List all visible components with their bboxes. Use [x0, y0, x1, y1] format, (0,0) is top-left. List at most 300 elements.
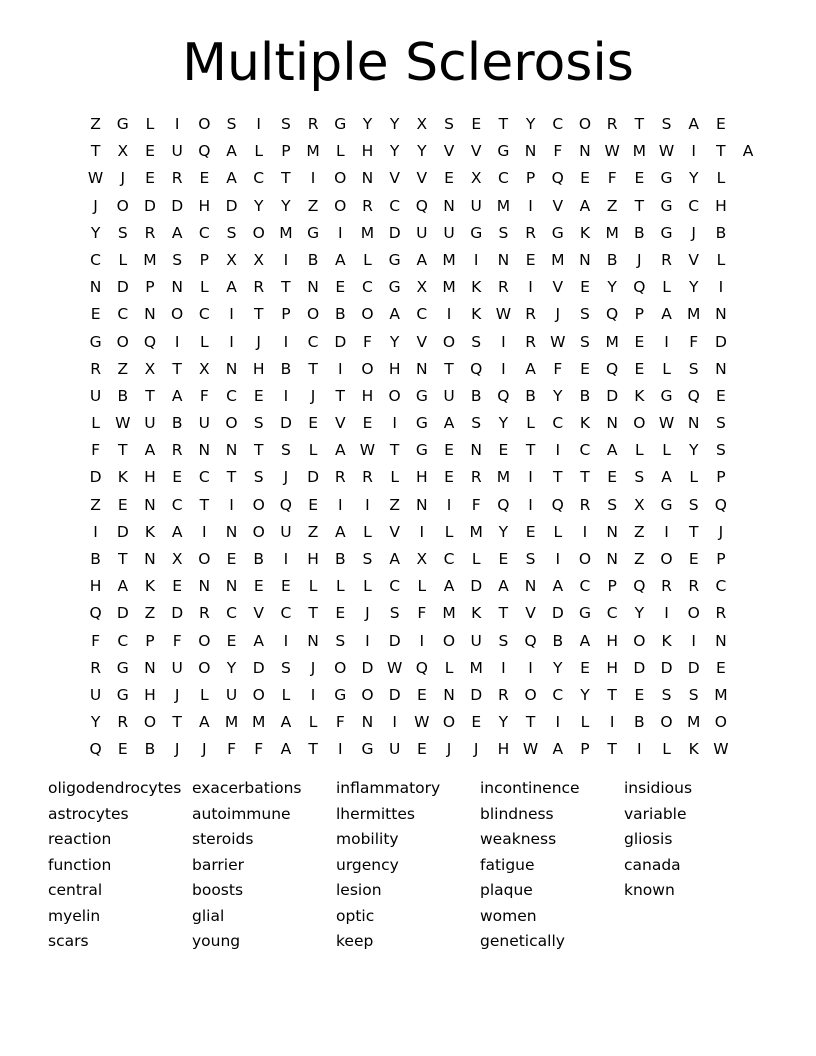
- grid-row: [82, 410, 762, 437]
- grid-letter: I: [337, 359, 343, 378]
- grid-letter: A: [171, 223, 183, 242]
- grid-letter: T: [688, 522, 699, 541]
- grid-letter: T: [607, 740, 617, 759]
- grid-letter: L: [444, 522, 454, 541]
- page-title: Multiple Sclerosis: [182, 33, 634, 93]
- grid-letter: K: [579, 223, 591, 242]
- grid-letter: I: [501, 658, 506, 677]
- grid-letter: P: [281, 142, 291, 161]
- grid-letter: L: [335, 142, 345, 161]
- grid-letter: I: [283, 250, 289, 269]
- grid-letter: I: [283, 631, 289, 650]
- grid-letter: Y: [688, 278, 699, 297]
- grid-letter: L: [662, 359, 671, 378]
- grid-letter: S: [172, 250, 183, 269]
- grid-letter: C: [253, 169, 265, 188]
- grid-letter: U: [198, 414, 211, 433]
- grid-letter: T: [145, 386, 155, 405]
- grid-letter: Y: [498, 713, 509, 732]
- grid-letter: Z: [634, 550, 645, 568]
- grid-letter: X: [144, 359, 156, 378]
- grid-letter: P: [199, 250, 210, 269]
- grid-letter: B: [579, 386, 591, 405]
- grid-letter: R: [171, 169, 183, 188]
- grid-letter: R: [307, 115, 319, 133]
- grid-letter: L: [363, 522, 372, 541]
- grid-letter: L: [444, 658, 454, 677]
- grid-letter: X: [199, 359, 210, 378]
- grid-letter: N: [687, 414, 700, 433]
- grid-letter: Y: [389, 142, 400, 161]
- grid-letter: W: [386, 658, 403, 677]
- grid-letter: J: [365, 604, 370, 623]
- grid-letter: Y: [389, 115, 400, 133]
- grid-letter: T: [199, 495, 210, 514]
- grid-letter: F: [199, 386, 209, 405]
- grid-letter: J: [283, 468, 289, 487]
- grid-letter: M: [496, 196, 511, 215]
- grid-letter: S: [607, 495, 618, 514]
- grid-letter: T: [226, 468, 237, 487]
- grid-letter: Y: [634, 604, 645, 623]
- grid-letter: L: [689, 468, 699, 487]
- grid-letter: K: [634, 386, 645, 405]
- grid-row: [82, 573, 762, 600]
- grid-letter: E: [498, 441, 509, 460]
- grid-letter: E: [362, 414, 373, 433]
- grid-letter: X: [416, 278, 428, 297]
- grid-letter: M: [224, 713, 239, 732]
- grid-letter: Q: [606, 305, 619, 324]
- grid-letter: A: [443, 577, 455, 596]
- grid-letter: C: [579, 577, 591, 596]
- grid-letter: N: [524, 577, 537, 596]
- grid-letter: N: [198, 577, 211, 596]
- word-list-item: central: [48, 881, 103, 899]
- grid-letter: I: [691, 142, 696, 161]
- word-list-item: autoimmune: [192, 804, 291, 823]
- grid-letter: D: [606, 386, 619, 405]
- grid-letter: B: [280, 359, 292, 378]
- grid-letter: I: [392, 414, 397, 433]
- grid-letter: N: [144, 550, 156, 568]
- grid-letter: M: [632, 142, 647, 161]
- grid-letter: N: [361, 713, 374, 732]
- grid-letter: U: [171, 142, 183, 161]
- grid-letter: G: [361, 740, 374, 759]
- grid-letter: Y: [281, 196, 291, 215]
- grid-letter: W: [495, 305, 512, 324]
- grid-letter: U: [280, 522, 292, 541]
- grid-letter: S: [715, 414, 726, 433]
- word-list-item: myelin: [48, 906, 101, 925]
- grid-letter: I: [256, 115, 261, 133]
- grid-letter: E: [253, 386, 264, 405]
- word-list-item: plaque: [480, 881, 533, 899]
- grid-letter: N: [361, 169, 374, 188]
- grid-letter: Z: [307, 522, 319, 541]
- grid-letter: E: [335, 278, 346, 297]
- grid-letter: H: [89, 577, 102, 596]
- grid-letter: I: [392, 713, 397, 732]
- grid-letter: S: [444, 115, 454, 133]
- grid-letter: A: [525, 359, 536, 378]
- grid-letter: N: [225, 441, 238, 460]
- grid-letter: N: [606, 522, 618, 541]
- grid-letter: L: [145, 115, 155, 133]
- grid-letter: P: [281, 305, 291, 324]
- grid-letter: G: [660, 223, 673, 242]
- grid-letter: I: [555, 441, 561, 460]
- grid-letter: M: [442, 278, 456, 297]
- grid-letter: W: [658, 142, 675, 161]
- word-list-item: blindness: [480, 804, 554, 823]
- grid-letter: O: [252, 685, 265, 704]
- grid-letter: A: [199, 713, 210, 732]
- word-list-item: reaction: [48, 830, 112, 848]
- grid-letter: E: [226, 631, 237, 650]
- grid-letter: V: [334, 414, 346, 433]
- grid-letter: N: [225, 359, 238, 378]
- grid-letter: W: [414, 713, 430, 732]
- grid-letter: N: [497, 250, 510, 269]
- grid-letter: O: [633, 414, 646, 433]
- grid-letter: Z: [117, 359, 129, 378]
- grid-letter: N: [144, 658, 156, 677]
- grid-letter: E: [580, 658, 590, 677]
- grid-letter: E: [634, 169, 645, 188]
- grid-letter: S: [688, 685, 699, 704]
- grid-letter: O: [660, 713, 673, 732]
- word-list-item: known: [624, 881, 675, 899]
- grid-letter: T: [172, 359, 182, 378]
- grid-letter: U: [470, 196, 482, 215]
- grid-letter: L: [254, 142, 264, 161]
- grid-letter: J: [120, 169, 126, 188]
- grid-letter: O: [116, 332, 129, 351]
- grid-letter: Q: [551, 169, 564, 188]
- grid-letter: I: [174, 332, 180, 351]
- grid-letter: Z: [307, 196, 319, 215]
- grid-letter: J: [473, 740, 479, 759]
- grid-letter: M: [252, 713, 266, 732]
- grid-letter: E: [444, 468, 454, 487]
- grid-letter: A: [661, 305, 672, 324]
- grid-letter: T: [498, 604, 509, 623]
- grid-letter: Y: [688, 169, 699, 188]
- grid-letter: L: [118, 250, 128, 269]
- grid-letter: I: [528, 658, 533, 677]
- grid-letter: R: [198, 604, 210, 623]
- grid-letter: D: [660, 658, 673, 677]
- grid-letter: R: [661, 250, 672, 269]
- grid-letter: Y: [417, 142, 427, 161]
- grid-row: [82, 193, 762, 220]
- grid-letter: E: [525, 250, 536, 269]
- grid-letter: T: [716, 142, 726, 161]
- grid-row: [82, 546, 762, 573]
- grid-letter: P: [716, 550, 726, 568]
- grid-letter: C: [171, 495, 183, 514]
- grid-letter: A: [389, 550, 400, 568]
- grid-letter: E: [525, 522, 536, 541]
- grid-letter: F: [227, 740, 236, 759]
- grid-letter: A: [688, 115, 700, 133]
- grid-letter: P: [634, 305, 645, 324]
- grid-letter: Q: [198, 142, 211, 161]
- grid-letter: F: [172, 631, 182, 650]
- grid-letter: Q: [687, 386, 700, 405]
- grid-letter: D: [334, 332, 347, 351]
- grid-letter: K: [471, 305, 482, 324]
- grid-letter: L: [308, 713, 318, 732]
- grid-letter: Y: [389, 332, 400, 351]
- word-list-item: boosts: [192, 881, 244, 899]
- word-list-item: young: [192, 932, 241, 950]
- grid-letter: T: [253, 305, 264, 324]
- grid-letter: N: [307, 278, 319, 297]
- grid-row: [82, 247, 762, 274]
- word-list-item: lesion: [336, 881, 382, 899]
- word-list-item: women: [480, 906, 537, 925]
- grid-letter: Q: [497, 495, 510, 514]
- grid-letter: V: [389, 522, 400, 541]
- grid-letter: M: [605, 332, 619, 351]
- grid-letter: C: [226, 604, 237, 623]
- grid-letter: Z: [634, 522, 645, 541]
- grid-letter: B: [334, 305, 346, 324]
- grid-letter: R: [661, 577, 672, 596]
- grid-letter: D: [116, 522, 129, 541]
- grid-letter: S: [580, 305, 590, 324]
- grid-letter: T: [634, 196, 645, 215]
- grid-letter: I: [555, 550, 561, 568]
- grid-letter: F: [91, 631, 101, 650]
- grid-letter: A: [498, 577, 509, 596]
- grid-letter: N: [443, 685, 455, 704]
- grid-letter: Y: [226, 658, 237, 677]
- grid-letter: E: [226, 550, 237, 568]
- grid-letter: A: [334, 522, 346, 541]
- grid-letter: O: [171, 305, 184, 324]
- grid-letter: I: [337, 495, 343, 514]
- grid-letter: I: [283, 386, 289, 405]
- grid-letter: L: [417, 577, 427, 596]
- word-list-item: lhermittes: [336, 804, 415, 823]
- grid-letter: A: [226, 169, 237, 188]
- grid-letter: Z: [389, 495, 400, 514]
- grid-letter: N: [89, 278, 102, 297]
- grid-letter: P: [580, 740, 590, 759]
- grid-letter: F: [254, 740, 264, 759]
- grid-letter: D: [171, 196, 184, 215]
- grid-letter: E: [634, 685, 645, 704]
- grid-letter: N: [416, 495, 428, 514]
- grid-letter: R: [498, 685, 509, 704]
- grid-letter: N: [416, 359, 428, 378]
- grid-letter: X: [416, 115, 428, 133]
- grid-letter: T: [444, 359, 454, 378]
- grid-letter: U: [225, 685, 238, 704]
- grid-letter: O: [388, 386, 401, 405]
- grid-letter: G: [388, 250, 401, 269]
- grid-letter: O: [198, 631, 211, 650]
- grid-letter: L: [716, 169, 726, 188]
- grid-letter: N: [470, 441, 483, 460]
- grid-letter: J: [310, 386, 316, 405]
- grid-letter: C: [198, 305, 210, 324]
- word-list-item: glial: [192, 906, 225, 925]
- grid-letter: A: [606, 441, 618, 460]
- grid-letter: E: [416, 685, 427, 704]
- grid-letter: R: [171, 441, 183, 460]
- grid-letter: D: [279, 414, 292, 433]
- grid-letter: U: [388, 740, 401, 759]
- grid-letter: N: [606, 414, 618, 433]
- word-list-item: weakness: [480, 830, 557, 848]
- grid-letter: E: [716, 386, 726, 405]
- grid-letter: E: [716, 658, 726, 677]
- grid-letter: I: [229, 495, 234, 514]
- grid-letter: V: [525, 604, 536, 623]
- grid-letter: O: [687, 604, 700, 623]
- grid-letter: F: [417, 604, 427, 623]
- grid-letter: H: [144, 685, 156, 704]
- grid-letter: Q: [89, 740, 102, 759]
- grid-letter: S: [117, 223, 128, 242]
- grid-letter: M: [143, 250, 157, 269]
- grid-letter: K: [579, 414, 591, 433]
- grid-letter: C: [688, 196, 700, 215]
- grid-letter: Q: [279, 495, 292, 514]
- grid-letter: E: [145, 169, 155, 188]
- grid-letter: O: [334, 658, 347, 677]
- grid-row: [82, 165, 762, 192]
- grid-letter: J: [691, 223, 696, 242]
- grid-row: [82, 682, 762, 709]
- grid-letter: O: [660, 550, 673, 568]
- grid-letter: S: [335, 631, 346, 650]
- grid-letter: B: [90, 550, 101, 568]
- grid-letter: I: [501, 359, 506, 378]
- grid-letter: Y: [362, 115, 373, 133]
- grid-letter: A: [253, 631, 265, 650]
- grid-letter: N: [307, 631, 319, 650]
- grid-letter: T: [281, 278, 291, 297]
- grid-letter: U: [144, 414, 156, 433]
- grid-letter: S: [280, 658, 291, 677]
- grid-letter: Y: [525, 115, 536, 133]
- grid-letter: I: [365, 495, 370, 514]
- grid-letter: L: [390, 468, 399, 487]
- grid-letter: M: [469, 522, 483, 541]
- grid-letter: C: [90, 250, 101, 269]
- grid-letter: W: [115, 414, 131, 433]
- grid-letter: M: [360, 223, 375, 242]
- grid-letter: T: [607, 685, 617, 704]
- grid-letter: W: [522, 740, 539, 759]
- grid-row: [82, 492, 762, 519]
- grid-letter: C: [198, 468, 210, 487]
- grid-letter: E: [688, 550, 699, 568]
- grid-letter: D: [361, 658, 374, 677]
- grid-letter: B: [606, 250, 618, 269]
- grid-letter: C: [606, 604, 618, 623]
- grid-letter: H: [144, 468, 156, 487]
- grid-letter: L: [635, 441, 644, 460]
- grid-letter: C: [198, 223, 210, 242]
- grid-letter: I: [501, 332, 506, 351]
- word-list-item: canada: [624, 855, 681, 874]
- grid-letter: U: [89, 685, 102, 704]
- grid-letter: A: [171, 522, 183, 541]
- grid-letter: C: [416, 305, 428, 324]
- grid-row: [82, 301, 762, 328]
- grid-letter: D: [388, 685, 401, 704]
- grid-letter: S: [362, 550, 373, 568]
- grid-letter: I: [310, 685, 316, 704]
- grid-letter: E: [634, 332, 645, 351]
- grid-letter: O: [334, 196, 347, 215]
- grid-letter: K: [471, 604, 482, 623]
- grid-letter: G: [334, 685, 347, 704]
- grid-letter: O: [361, 685, 374, 704]
- grid-letter: O: [116, 196, 129, 215]
- grid-letter: I: [664, 604, 669, 623]
- grid-letter: T: [308, 359, 318, 378]
- grid-row: [82, 655, 762, 682]
- grid-letter: L: [662, 441, 671, 460]
- grid-letter: I: [555, 713, 561, 732]
- grid-letter: G: [116, 685, 129, 704]
- grid-letter: Q: [633, 577, 646, 596]
- grid-letter: A: [280, 713, 292, 732]
- word-list-item: inflammatory: [336, 779, 441, 797]
- grid-letter: A: [280, 740, 292, 759]
- grid-letter: O: [578, 115, 592, 133]
- grid-letter: E: [607, 468, 618, 487]
- grid-letter: Q: [714, 495, 727, 514]
- grid-letter: R: [117, 713, 129, 732]
- grid-letter: W: [658, 414, 675, 433]
- grid-letter: L: [471, 550, 481, 568]
- grid-letter: S: [226, 223, 237, 242]
- grid-letter: V: [253, 604, 265, 623]
- grid-letter: H: [497, 740, 510, 759]
- grid-letter: Y: [90, 223, 101, 242]
- grid-letter: J: [174, 685, 180, 704]
- grid-letter: N: [524, 142, 537, 161]
- grid-letter: N: [715, 359, 727, 378]
- grid-letter: D: [89, 468, 102, 487]
- grid-letter: S: [471, 332, 482, 351]
- grid-letter: V: [416, 332, 428, 351]
- grid-letter: B: [334, 550, 346, 568]
- grid-letter: G: [89, 332, 102, 351]
- word-list-item: genetically: [480, 932, 565, 950]
- grid-letter: O: [198, 115, 211, 133]
- grid-letter: L: [308, 577, 318, 596]
- grid-letter: N: [144, 495, 156, 514]
- grid-letter: A: [579, 196, 591, 215]
- grid-letter: U: [416, 223, 428, 242]
- grid-letter: E: [498, 550, 509, 568]
- grid-letter: W: [87, 169, 104, 188]
- grid-letter: I: [229, 305, 234, 324]
- grid-letter: R: [688, 577, 700, 596]
- grid-letter: E: [281, 577, 291, 596]
- grid-letter: O: [252, 522, 265, 541]
